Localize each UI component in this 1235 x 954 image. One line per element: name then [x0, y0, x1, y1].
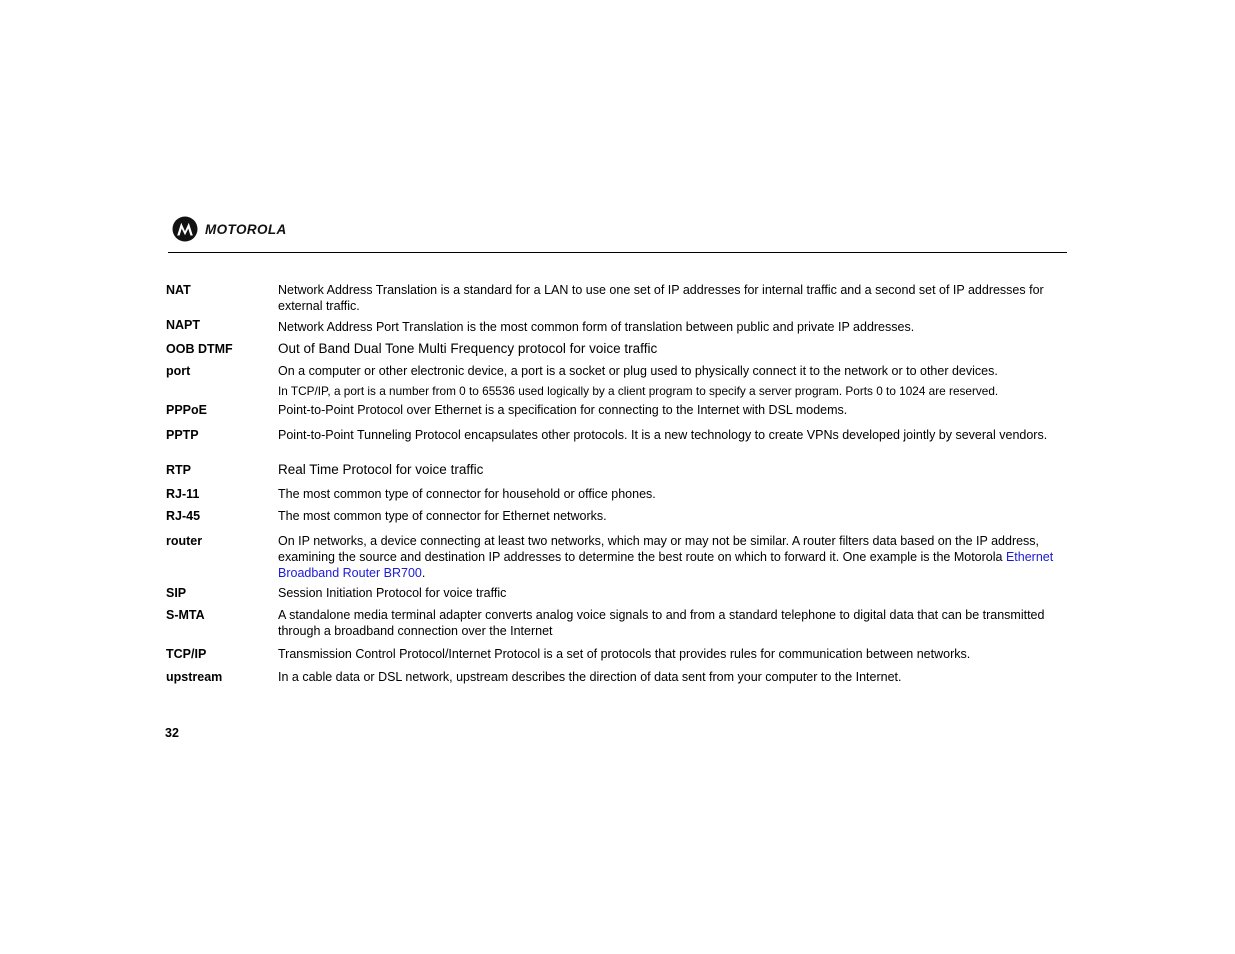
glossary-term: RTP	[166, 463, 191, 477]
glossary-definition: The most common type of connector for household or office phones.	[278, 487, 656, 501]
glossary-definition	[278, 533, 1056, 582]
glossary-definition: Point-to-Point Protocol over Ethernet is a specification for connecting to the Internet with DSL modems.	[278, 403, 848, 417]
glossary-term: PPTP	[166, 428, 199, 442]
glossary-definition: On a computer or other electronic device, a port is a socket or plug used to physically connect it to the network or to other devices.	[278, 364, 998, 378]
header-divider	[168, 252, 1067, 253]
glossary-term: SIP	[166, 586, 187, 600]
glossary-term: TCP/IP	[166, 647, 207, 661]
glossary-term: RJ-45	[166, 509, 201, 523]
glossary-definition: In a cable data or DSL network, upstream describes the direction of data sent from your computer to the Internet.	[278, 670, 902, 684]
glossary-term: NAPT	[166, 318, 201, 332]
glossary-term: NAT	[166, 283, 191, 297]
glossary-definition: Network Address Port Translation is the most common form of translation between public and private IP addresses.	[278, 320, 915, 334]
glossary-definition: Session Initiation Protocol for voice traffic	[278, 586, 507, 600]
glossary-definition: Point-to-Point Tunneling Protocol encapsulates other protocols. It is a new technology to create VPNs developed jointly by several vendors.	[278, 428, 1048, 442]
motorola-wordmark: MOTOROLA	[205, 221, 287, 237]
glossary-term: S-MTA	[166, 608, 205, 622]
br700-link[interactable]: Ethernet Broadband Router BR700	[278, 550, 1054, 581]
glossary-term: port	[166, 364, 191, 378]
motorola-logo	[172, 215, 287, 243]
router-definition-text: On IP networks, a device connecting at least two networks, which may or may not be similar. A router filters data based on the IP address, examining the source and destination IP addresses to determine the best route on which to forward it. One example is the Motorola	[278, 534, 1040, 565]
page-number: 32	[165, 726, 179, 740]
glossary-term: upstream	[166, 670, 223, 684]
motorola-batwing-icon	[172, 216, 198, 242]
glossary-definition: Out of Band Dual Tone Multi Frequency protocol for voice traffic	[278, 341, 658, 356]
glossary-term: router	[166, 534, 203, 548]
glossary-term: RJ-11	[166, 487, 200, 501]
glossary-definition: Real Time Protocol for voice traffic	[278, 462, 484, 477]
glossary-definition: Network Address Translation is a standard for a LAN to use one set of IP addresses for internal traffic and a second set of IP addresses for external traffic.	[278, 283, 1044, 314]
glossary-definition-secondary: In TCP/IP, a port is a number from 0 to 65536 used logically by a client program to specify a server program. Ports 0 to 1024 are reserved.	[278, 384, 999, 398]
router-definition-end: .	[421, 566, 426, 581]
glossary-term: PPPoE	[166, 403, 207, 417]
glossary-definition: Transmission Control Protocol/Internet Protocol is a set of protocols that provides rules for communication between networks.	[278, 647, 971, 661]
glossary-definition: A standalone media terminal adapter converts analog voice signals to and from a standard telephone to digital data that can be transmitted through a broadband connection over the Internet	[278, 608, 1045, 639]
glossary-term: OOB DTMF	[166, 342, 233, 356]
glossary-definition: The most common type of connector for Ethernet networks.	[278, 509, 607, 523]
